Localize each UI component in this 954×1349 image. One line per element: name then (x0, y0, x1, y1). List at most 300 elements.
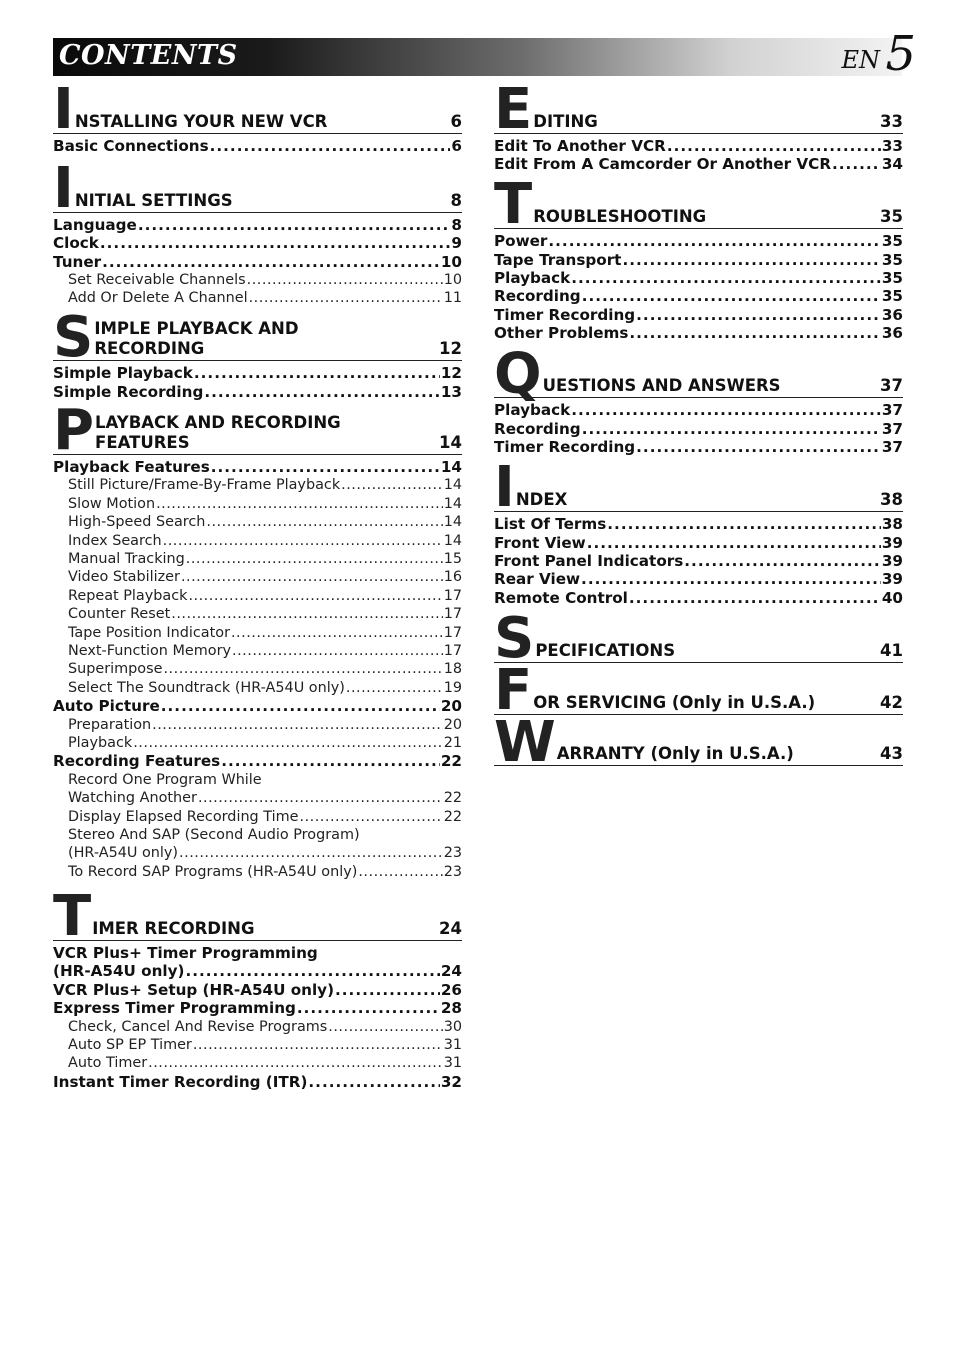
toc-entry-label: Check, Cancel And Revise Programs (68, 1018, 328, 1035)
toc-entry-line: VCR Plus+ Timer Programming (53, 943, 318, 962)
dot-leader (249, 289, 443, 307)
toc-entry-page: 31 (443, 1055, 462, 1072)
toc-entry-label: High-Speed Search (68, 514, 206, 531)
section-page-number: 8 (450, 190, 462, 210)
toc-entry-label: Power (494, 232, 548, 251)
toc-entry-page: 39 (881, 551, 903, 570)
toc-entry-page: 34 (881, 155, 903, 174)
toc-entry-page: 31 (443, 1036, 462, 1053)
toc-entry-page: 11 (443, 290, 462, 307)
toc-entry-page: 36 (881, 324, 903, 343)
dot-leader (179, 844, 443, 862)
section-heading-rest (535, 641, 903, 661)
section-heading (53, 77, 462, 142)
toc-entry[interactable] (53, 476, 462, 494)
toc-section (494, 341, 903, 457)
toc-entry[interactable] (494, 137, 903, 155)
dot-leader (161, 697, 440, 715)
section-title-line: NITIAL SETTINGS (74, 190, 233, 210)
toc-entry-page: 10 (440, 252, 462, 271)
dot-leader (210, 137, 451, 155)
toc-entry-page: 32 (440, 1072, 462, 1091)
section-heading (494, 172, 903, 238)
toc-entry[interactable] (53, 1073, 462, 1091)
section-title (535, 641, 880, 661)
toc-entry[interactable] (494, 306, 903, 324)
toc-entry[interactable] (494, 589, 903, 607)
toc-entry-label: Front View (494, 533, 586, 552)
toc-entry-page: 20 (440, 697, 462, 716)
toc-entry[interactable] (494, 401, 903, 419)
toc-entry-label: Superimpose (68, 661, 163, 678)
dot-leader (206, 513, 442, 531)
section-initial: S (53, 304, 94, 370)
toc-entry[interactable] (53, 289, 462, 307)
section-heading-rest (543, 376, 903, 396)
toc-entry-label: Counter Reset (68, 606, 171, 623)
dot-leader (607, 515, 881, 533)
section-title-line: ROUBLESHOOTING (533, 207, 707, 227)
toc-entry-label: Other Problems (494, 324, 629, 343)
dot-leader (629, 324, 881, 342)
toc-entry-label: Edit To Another VCR (494, 136, 666, 155)
section-title (92, 919, 439, 939)
toc-entry-page: 37 (881, 419, 903, 438)
toc-entry[interactable] (53, 568, 462, 586)
dot-leader (582, 420, 881, 438)
dot-leader (163, 660, 442, 678)
toc-entry[interactable] (53, 752, 462, 770)
toc-entry[interactable] (53, 1036, 462, 1054)
toc-entry[interactable] (53, 789, 462, 807)
section-title-line: IMER RECORDING (92, 918, 255, 938)
section-heading (494, 455, 903, 521)
toc-entry[interactable] (494, 251, 903, 269)
toc-entry-page: 22 (443, 790, 462, 807)
dot-leader (204, 383, 440, 401)
toc-entry-page: 28 (440, 999, 462, 1018)
toc-entry-page: 22 (440, 752, 462, 771)
section-initial: I (494, 455, 515, 521)
toc-section (494, 455, 903, 607)
section-heading (53, 304, 462, 370)
dot-leader (358, 863, 442, 881)
toc-entry[interactable] (53, 271, 462, 289)
toc-entry-label: Tuner (53, 252, 102, 271)
section-heading-rest (533, 207, 903, 227)
dot-leader (231, 624, 443, 642)
toc-entry-label: Select The Soundtrack (HR-A54U only) (68, 679, 345, 696)
toc-entry-page: 15 (443, 550, 462, 567)
toc-entry-page: 39 (881, 533, 903, 552)
toc-entry[interactable] (494, 552, 903, 570)
toc-entry-label: Simple Recording (53, 382, 204, 401)
toc-entry-label: Playback (494, 268, 571, 287)
toc-entry[interactable] (494, 287, 903, 305)
toc-entry[interactable] (53, 999, 462, 1017)
toc-entry-label: Recording (494, 287, 581, 306)
toc-entry[interactable] (53, 844, 462, 862)
toc-entry[interactable] (494, 570, 903, 588)
toc-entry-page: 38 (881, 515, 903, 534)
section-title (533, 693, 880, 713)
section-title-line: RECORDING (94, 339, 205, 359)
section-page-number: 14 (439, 432, 462, 452)
dot-leader (186, 550, 443, 568)
toc-entry-page: 21 (443, 735, 462, 752)
toc-entry[interactable] (53, 962, 462, 980)
header-language: EN (841, 46, 880, 74)
toc-entry[interactable] (53, 808, 462, 826)
toc-entry-page: 36 (881, 305, 903, 324)
toc-entry-label: Manual Tracking (68, 550, 185, 567)
toc-entry-label: (HR-A54U only) (68, 845, 179, 862)
section-page-number: 42 (880, 692, 903, 712)
toc-entry-label: Playback Features (53, 457, 210, 476)
toc-entry-page: 18 (443, 661, 462, 678)
section-heading (53, 156, 462, 222)
section-heading (494, 709, 903, 775)
left-column (53, 77, 462, 1091)
dot-leader (571, 269, 881, 287)
dot-leader (194, 364, 440, 382)
toc-entry-label: Watching Another (68, 790, 197, 807)
section-title-line: NSTALLING YOUR NEW VCR (74, 111, 328, 131)
toc-entry[interactable] (53, 458, 462, 476)
toc-entry-label: Video Stabilizer (68, 569, 180, 586)
toc-entry-page: 14 (443, 495, 462, 512)
toc-entry[interactable] (53, 137, 462, 155)
section-page-number: 41 (880, 640, 903, 660)
dot-leader (133, 734, 442, 752)
dot-leader (138, 216, 451, 234)
section-title-line: IMPLE PLAYBACK AND (94, 319, 299, 339)
dot-leader (667, 137, 881, 155)
section-title-line: NDEX (515, 490, 568, 510)
toc-entry[interactable] (53, 253, 462, 271)
section-heading-rest (75, 191, 462, 211)
section-heading-rest (557, 744, 903, 764)
section-title-line: PECIFICATIONS (535, 640, 676, 660)
dot-leader (582, 287, 881, 305)
dot-leader (571, 401, 881, 419)
toc-entry-page: 37 (881, 438, 903, 457)
toc-entry-label: Recording Features (53, 752, 221, 771)
toc-entry[interactable] (53, 383, 462, 401)
toc-entry-label: (HR-A54U only) (53, 962, 185, 981)
toc-section (494, 657, 903, 723)
toc-entry-page: 16 (443, 569, 462, 586)
dot-leader (300, 808, 443, 826)
toc-section (53, 156, 462, 308)
dot-leader (587, 534, 881, 552)
toc-entry-label: Clock (53, 234, 99, 253)
section-heading (494, 77, 903, 142)
toc-entry-page: 35 (881, 287, 903, 306)
toc-entry-label: Basic Connections (53, 136, 209, 155)
toc-section (53, 884, 462, 1091)
toc-entry-label: Still Picture/Frame-By-Frame Playback (68, 477, 341, 494)
section-initial: P (53, 398, 95, 464)
section-title-line: LAYBACK AND RECORDING (95, 412, 341, 432)
toc-entry-page: 26 (440, 980, 462, 999)
toc-entry-label: Auto SP EP Timer (68, 1036, 192, 1053)
toc-entry-page: 14 (443, 532, 462, 549)
toc-entry[interactable] (53, 605, 462, 623)
section-initial: F (494, 657, 533, 723)
section-heading (53, 884, 462, 950)
toc-entry[interactable] (53, 1018, 462, 1036)
toc-entry-line: Stereo And SAP (Second Audio Program) (68, 827, 360, 844)
toc-entry[interactable] (494, 232, 903, 250)
toc-entry-page: 22 (443, 808, 462, 825)
toc-entry[interactable] (53, 624, 462, 642)
toc-entry[interactable] (53, 642, 462, 660)
section-title (516, 490, 880, 510)
toc-entry-label: Express Timer Programming (53, 999, 296, 1018)
section-title (95, 413, 439, 453)
toc-entry-label: Preparation (68, 716, 152, 733)
section-heading (494, 606, 903, 672)
dot-leader (181, 568, 443, 586)
section-initial: E (494, 77, 533, 142)
toc-section (494, 172, 903, 343)
toc-section (494, 606, 903, 672)
toc-entry[interactable] (494, 534, 903, 552)
dot-leader (102, 253, 440, 271)
dot-leader (684, 552, 881, 570)
section-title-line: ARRANTY (Only in U.S.A.) (556, 744, 794, 764)
dot-leader (328, 1018, 442, 1036)
section-title (94, 319, 439, 359)
toc-entry-label: Tape Transport (494, 250, 622, 269)
section-title (75, 112, 451, 132)
toc-entry-page: 6 (451, 136, 462, 155)
dot-leader (548, 232, 880, 250)
section-page-number: 35 (880, 207, 903, 227)
toc-entry-label: Language (53, 215, 137, 234)
section-page-number: 33 (880, 111, 903, 131)
toc-entry-label: Add Or Delete A Channel (68, 290, 248, 307)
toc-entry-label: Slow Motion (68, 495, 156, 512)
toc-entry-label: VCR Plus+ Setup (HR-A54U only) (53, 980, 335, 999)
toc-entry-page: 17 (443, 643, 462, 659)
section-page-number: 37 (880, 376, 903, 396)
toc-entry-page: 8 (451, 215, 462, 234)
toc-entry-label: Auto Timer (68, 1055, 148, 1072)
toc-section (53, 398, 462, 881)
dot-leader (221, 752, 440, 770)
section-title (75, 191, 451, 211)
section-title-line: FEATURES (95, 432, 190, 452)
toc-entry-label: Next-Function Memory (68, 643, 232, 659)
toc-entry[interactable] (53, 587, 462, 605)
toc-entry-page: 23 (443, 863, 462, 880)
section-heading-rest (75, 112, 462, 132)
dot-leader (247, 271, 443, 289)
dot-leader (188, 587, 442, 605)
toc-entry-page: 23 (443, 845, 462, 862)
section-title-line: UESTIONS AND ANSWERS (542, 376, 781, 396)
toc-entry-page: 12 (440, 364, 462, 383)
toc-entry-label: Timer Recording (494, 438, 636, 457)
toc-section (53, 77, 462, 155)
toc-entry[interactable] (53, 495, 462, 513)
section-heading-rest (533, 112, 903, 132)
dot-leader (341, 476, 443, 494)
toc-entry[interactable] (53, 234, 462, 252)
dot-leader (335, 981, 440, 999)
toc-entry[interactable] (53, 532, 462, 550)
section-initial: T (494, 172, 533, 238)
toc-entry-label: Auto Picture (53, 697, 160, 716)
dot-leader (297, 999, 440, 1017)
toc-entry-page: 14 (443, 477, 462, 494)
toc-entry-label: Timer Recording (494, 305, 636, 324)
section-heading-rest (94, 319, 462, 359)
toc-entry[interactable] (53, 513, 462, 531)
toc-entry-page: 37 (881, 401, 903, 420)
toc-entry-page: 10 (443, 271, 462, 288)
toc-entry-page: 17 (443, 624, 462, 641)
section-page-number: 6 (450, 111, 462, 131)
section-title-line: DITING (533, 111, 598, 131)
section-heading (494, 341, 903, 407)
toc-entry-label: Front Panel Indicators (494, 551, 684, 570)
dot-leader (832, 155, 881, 173)
toc-entry[interactable] (53, 716, 462, 734)
section-heading-rest (95, 413, 462, 453)
dot-leader (232, 642, 443, 660)
toc-section (53, 304, 462, 401)
toc-entry-page: 9 (451, 234, 462, 253)
dot-leader (185, 962, 439, 980)
toc-entry-page: 14 (443, 514, 462, 531)
section-initial: W (494, 709, 556, 775)
dot-leader (100, 234, 451, 252)
section-title (533, 207, 880, 227)
toc-entry-page: 40 (881, 588, 903, 607)
toc-entry[interactable] (53, 697, 462, 715)
section-heading (53, 398, 462, 464)
toc-entry-label: Playback (494, 401, 571, 420)
section-title-line: OR SERVICING (Only in U.S.A.) (533, 692, 816, 712)
toc-entry-label: List Of Terms (494, 515, 607, 534)
section-title (557, 744, 880, 764)
toc-entry-label: Edit From A Camcorder Or Another VCR (494, 155, 832, 174)
dot-leader (148, 1054, 443, 1072)
toc-entry[interactable] (53, 734, 462, 752)
dot-leader (198, 789, 443, 807)
toc-entry-label: Index Search (68, 532, 162, 549)
toc-entry[interactable] (53, 216, 462, 234)
toc-entry-page: 19 (443, 679, 462, 696)
toc-entry-label: Instant Timer Recording (ITR) (53, 1072, 308, 1091)
toc-entry-label: To Record SAP Programs (HR-A54U only) (68, 863, 358, 880)
section-page-number: 43 (880, 744, 903, 764)
section-page-number: 12 (439, 339, 462, 359)
dot-leader (163, 532, 443, 550)
toc-entry-label: Simple Playback (53, 364, 193, 383)
section-title (533, 112, 880, 132)
dot-leader (156, 495, 443, 513)
toc-entry[interactable] (494, 269, 903, 287)
toc-entry-page: 35 (881, 232, 903, 251)
toc-entry[interactable] (494, 515, 903, 533)
toc-entry-label: Display Elapsed Recording Time (68, 808, 299, 825)
dot-leader (636, 438, 881, 456)
toc-section (494, 709, 903, 775)
section-title (543, 376, 880, 396)
dot-leader (622, 251, 880, 269)
dot-leader (346, 679, 443, 697)
right-column (494, 77, 903, 775)
toc-entry-page: 33 (881, 136, 903, 155)
toc-entry-page: 30 (443, 1018, 462, 1035)
toc-entry[interactable] (494, 420, 903, 438)
toc-entry[interactable] (494, 438, 903, 456)
toc-entry[interactable] (494, 155, 903, 173)
section-initial: Q (494, 341, 542, 407)
toc-entry-label: Tape Position Indicator (68, 624, 230, 641)
section-initial: S (494, 606, 535, 672)
toc-entry-page: 17 (443, 606, 462, 623)
toc-entry-label: Repeat Playback (68, 587, 188, 604)
toc-entry-page: 20 (443, 716, 462, 733)
section-page-number: 38 (880, 490, 903, 510)
toc-entry[interactable] (53, 863, 462, 881)
section-heading (494, 657, 903, 723)
dot-leader (629, 589, 881, 607)
dot-leader (193, 1036, 443, 1054)
toc-section (494, 77, 903, 174)
header-title: CONTENTS (59, 40, 238, 71)
toc-entry[interactable] (53, 660, 462, 678)
dot-leader (211, 458, 440, 476)
toc-entry-page: 24 (440, 962, 462, 981)
toc-entry[interactable] (494, 324, 903, 342)
toc-entry-page: 17 (443, 587, 462, 604)
dot-leader (152, 716, 443, 734)
section-initial: I (53, 77, 74, 142)
header-page-number: 5 (885, 26, 916, 82)
section-heading-rest (516, 490, 903, 510)
section-initial: I (53, 156, 74, 222)
toc-entry-label: Playback (68, 735, 133, 752)
toc-entry-page: 39 (881, 570, 903, 589)
toc-entry[interactable] (53, 364, 462, 382)
toc-entry[interactable] (53, 550, 462, 568)
section-page-number: 24 (439, 918, 462, 938)
toc-entry-page: 35 (881, 268, 903, 287)
section-heading-rest (533, 693, 903, 713)
toc-entry-page: 14 (440, 457, 462, 476)
toc-entry[interactable] (53, 981, 462, 999)
toc-entry-label: Recording (494, 419, 581, 438)
toc-entry-label: Remote Control (494, 588, 628, 607)
toc-entry-label: Set Receivable Channels (68, 271, 246, 288)
toc-entry[interactable] (53, 679, 462, 697)
toc-entry-line: Record One Program While (68, 771, 262, 788)
toc-entry[interactable] (53, 1054, 462, 1072)
section-initial: T (53, 884, 92, 950)
toc-entry-label: Rear View (494, 570, 581, 589)
dot-leader (308, 1073, 439, 1091)
toc-entry-page: 35 (881, 250, 903, 269)
dot-leader (581, 570, 881, 588)
contents-header-bar (53, 26, 916, 82)
dot-leader (171, 605, 442, 623)
